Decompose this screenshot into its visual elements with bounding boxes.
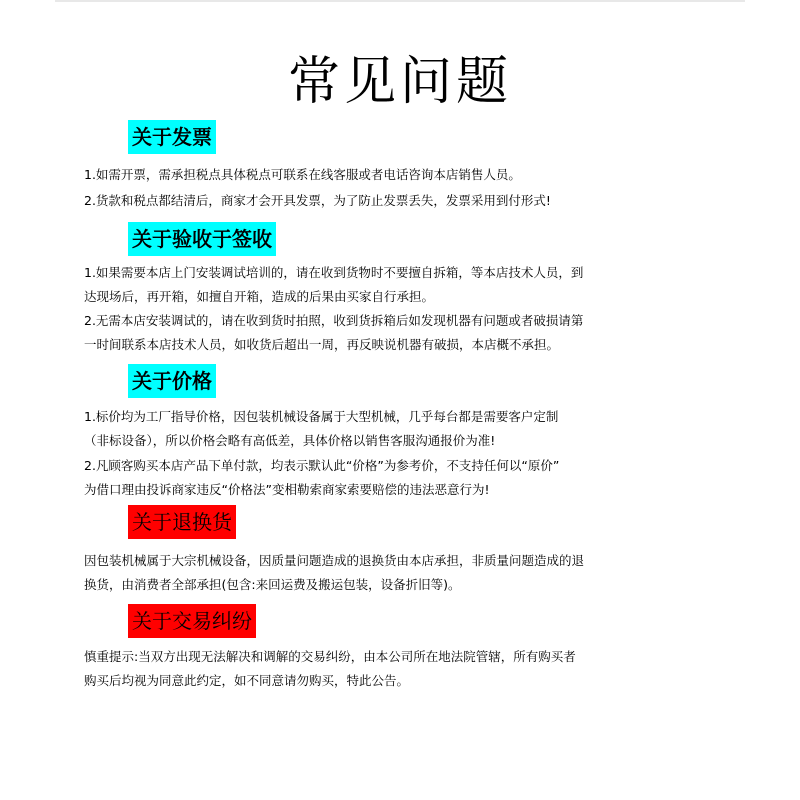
disputes-paragraph xyxy=(84,645,724,693)
text-line: 2.无需本店安装调试的，请在收到货时拍照，收到货拆箱后如发现机器有问题或者破损请第 xyxy=(84,313,584,328)
acceptance-paragraph-2 xyxy=(84,309,724,357)
text-line: 1.如果需要本店上门安装调试培训的，请在收到货物时不要擅自拆箱，等本店技术人员，到 xyxy=(84,265,584,280)
heading-invoice: 关于发票 xyxy=(128,120,216,154)
page-title: 常见问题 xyxy=(287,52,512,112)
heading-returns: 关于退换货 xyxy=(128,505,236,539)
text-line: 2.货款和税点都结清后，商家才会开具发票，为了防止发票丢失，发票采用到付形式! xyxy=(84,193,551,208)
acceptance-paragraph-1 xyxy=(84,261,724,309)
price-paragraph-1 xyxy=(84,405,724,453)
returns-paragraph xyxy=(84,549,724,597)
invoice-paragraph-2 xyxy=(84,189,724,213)
text-line: （非标设备），所以价格会略有高低差，具体价格以销售客服沟通报价为准! xyxy=(84,433,496,448)
text-line: 换货，由消费者全部承担(包含:来回运费及搬运包装，设备折旧等)。 xyxy=(84,577,461,592)
text-line: 2.凡顾客购买本店产品下单付款，均表示默认此“价格”为参考价，不支持任何以“原价” xyxy=(84,458,560,473)
text-line: 为借口理由投诉商家违反“价格法”变相勒索商家索要赔偿的违法恶意行为! xyxy=(84,482,490,497)
text-line: 因包装机械属于大宗机械设备，因质量问题造成的退换货由本店承担，非质量问题造成的退 xyxy=(84,553,585,568)
heading-price: 关于价格 xyxy=(128,364,216,398)
heading-acceptance: 关于验收于签收 xyxy=(128,222,276,256)
text-line: 达现场后，再开箱，如擅自开箱，造成的后果由买家自行承担。 xyxy=(84,289,435,304)
text-line: 慎重提示:当双方出现无法解决和调解的交易纠纷，由本公司所在地法院管辖，所有购买者 xyxy=(84,649,576,664)
heading-disputes: 关于交易纠纷 xyxy=(128,604,256,638)
text-line: 一时间联系本店技术人员，如收货后超出一周，再反映说机器有破损，本店概不承担。 xyxy=(84,337,560,352)
price-paragraph-2 xyxy=(84,454,724,502)
invoice-paragraph-1 xyxy=(84,163,724,187)
text-line: 购买后均视为同意此约定，如不同意请勿购买，特此公告。 xyxy=(84,673,410,688)
top-divider xyxy=(55,0,745,2)
text-line: 1.如需开票，需承担税点具体税点可联系在线客服或者电话咨询本店销售人员。 xyxy=(84,167,521,182)
text-line: 1.标价均为工厂指导价格，因包装机械设备属于大型机械，几乎每台都是需要客户定制 xyxy=(84,409,559,424)
